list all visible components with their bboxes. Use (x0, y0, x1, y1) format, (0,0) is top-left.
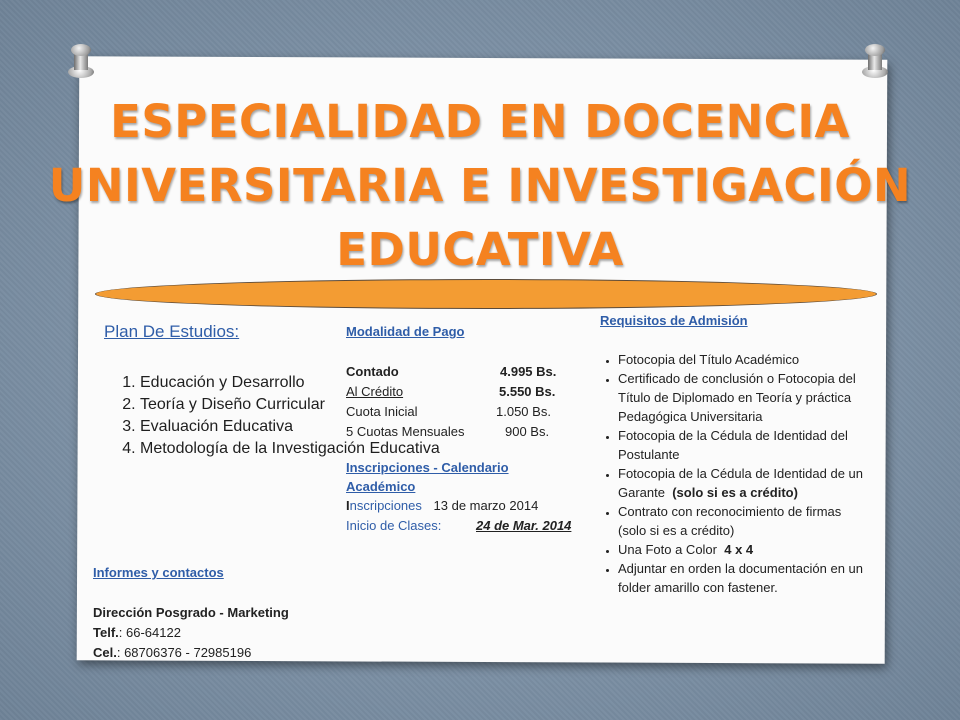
cel-value: : 68706376 - 72985196 (116, 645, 252, 660)
pago-heading: Modalidad de Pago (346, 324, 465, 339)
page-title (0, 90, 960, 282)
inscripciones-date: 13 de marzo 2014 (433, 498, 539, 513)
cel-label: Cel. (93, 645, 117, 660)
credito-value: 5.550 Bs. (499, 384, 556, 399)
cuota-inicial-label: Cuota Inicial (346, 404, 418, 419)
modalidad-de-pago (346, 322, 606, 536)
requisitos-admision (600, 313, 870, 597)
cuotas-mensuales-label: 5 Cuotas Mensuales (346, 424, 465, 439)
requisito-item: • Fotocopia del Título Académico (618, 350, 870, 369)
plan-item: 4. Metodología de la Investigación Educativa (140, 438, 440, 460)
informes-contactos (93, 563, 289, 663)
inscripciones-label-initial: I (346, 498, 350, 513)
orange-divider-band (95, 279, 877, 309)
telf-label: Telf. (93, 625, 119, 640)
contado-label: Contado (346, 364, 399, 379)
requisito-item: • Certificado de conclusión o Fotocopia del Título de Diplomado en Teoría y práctica Pedagógica Universitaria (618, 369, 870, 426)
informes-heading: Informes y contactos (93, 565, 224, 580)
requisito-item: • Fotocopia de la Cédula de Identidad del Postulante (618, 426, 870, 464)
inscripciones-heading: Inscripciones - Calendario Académico (346, 460, 509, 494)
inicio-clases-date: 24 de Mar. 2014 (476, 518, 572, 533)
informes-org: Dirección Posgrado - Marketing (93, 605, 289, 620)
credito-label: Al Crédito (346, 384, 404, 399)
garante-note: (solo si es a crédito) (672, 485, 798, 500)
title-line-2: UNIVERSITARIA E INVESTIGACIÓN (48, 159, 912, 212)
requisito-item: • Adjuntar en orden la documentación en un folder amarillo con fastener. (618, 559, 870, 597)
inscripciones-label: nscripciones (349, 498, 422, 513)
requisitos-list (600, 350, 870, 597)
requisito-item: • Contrato con reconocimiento de firmas (solo si es a crédito) (618, 502, 870, 540)
cuotas-mensuales-value: 900 Bs. (505, 424, 550, 439)
plan-item: 2. Teoría y Diseño Curricular (140, 394, 440, 416)
requisito-item (618, 464, 870, 502)
pushpin-icon (862, 44, 888, 78)
plan-heading: Plan De Estudios: (104, 322, 240, 341)
cuota-inicial-value: 1.050 Bs. (496, 404, 551, 419)
title-line-3: EDUCATIVA (336, 223, 624, 276)
inicio-clases-label: Inicio de Clases: (346, 518, 442, 533)
requisitos-heading: Requisitos de Admisión (600, 313, 748, 328)
requisito-garante-text: Fotocopia de la Cédula de Identidad de un Garante (618, 466, 864, 500)
telf-value: : 66-64122 (118, 625, 181, 640)
requisito-item (618, 540, 870, 559)
plan-item: 1. Educación y Desarrollo (140, 372, 440, 394)
contado-value: 4.995 Bs. (500, 364, 557, 379)
title-line-1: ESPECIALIDAD EN DOCENCIA (110, 95, 850, 148)
pushpin-icon (68, 44, 94, 78)
plan-item: 3. Evaluación Educativa (140, 416, 440, 438)
requisito-foto-text: Una Foto a Color (618, 542, 717, 557)
foto-size: 4 x 4 (724, 542, 754, 557)
